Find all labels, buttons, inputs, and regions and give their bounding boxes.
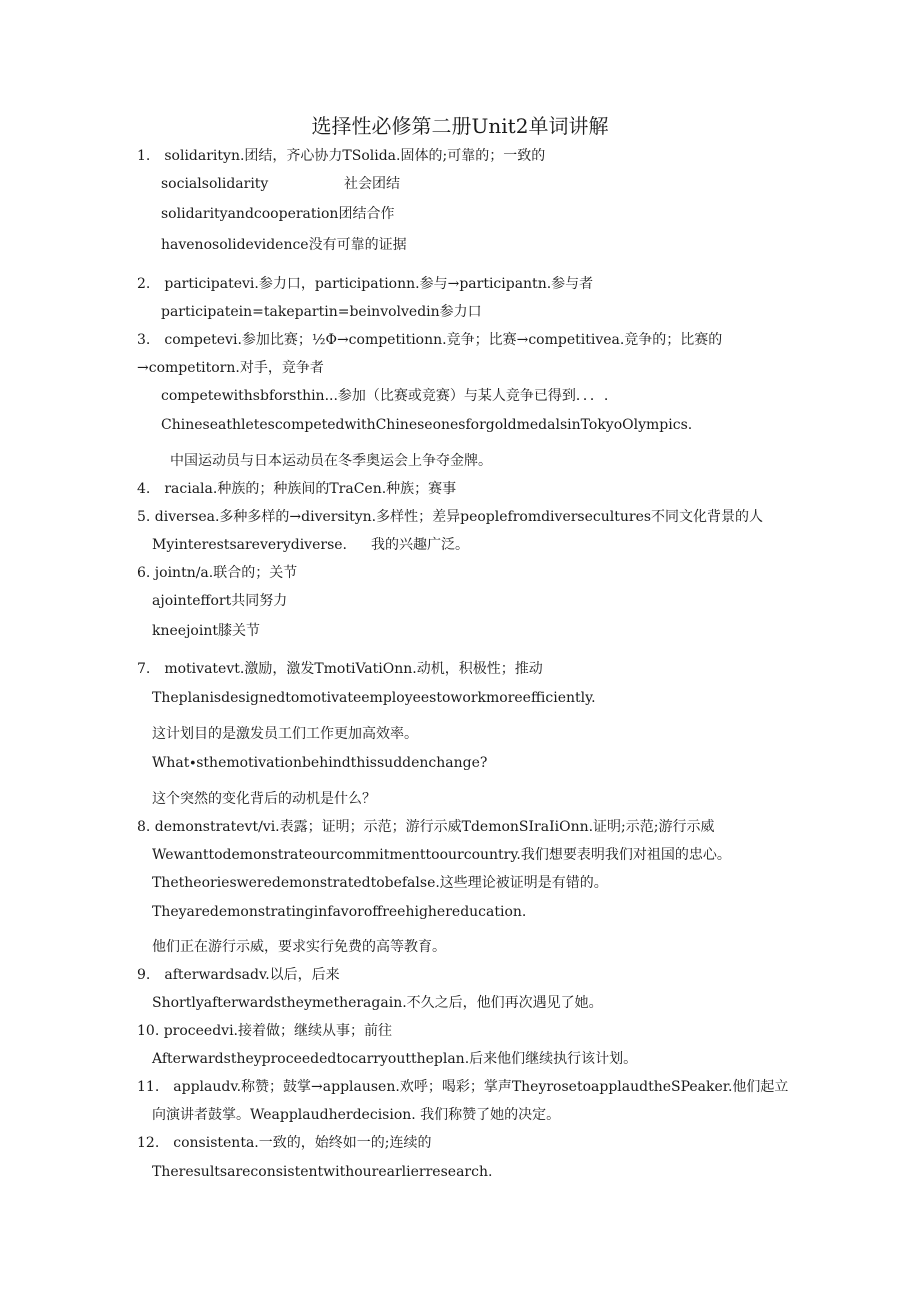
- example-line: Theplanisdesignedtomotivateemployeestoworkmoreefficiently.: [152, 690, 596, 706]
- example-line: Afterwardstheyproceededtocarryouttheplan.后来他们继续执行该计划。: [152, 1051, 638, 1067]
- example-line: socialsolidarity: [161, 176, 269, 192]
- entry-line: 9. afterwardsadv.以后，后来: [137, 967, 340, 983]
- example-translation: 我的兴趣广泛。: [371, 537, 469, 553]
- example-line: Wewanttodemonstrateourcommitmenttoourcountry.我们想要表明我们对祖国的忠心。: [152, 847, 731, 863]
- entry-line: 1. solidarityn.团结，齐心协力TSolida.固体的;可靠的；一致的: [137, 148, 546, 164]
- entry-line-continued: →competitorn.对手，竞争者: [137, 360, 324, 376]
- example-line: Myinterestsareverydiverse.: [152, 537, 347, 553]
- example-line: kneejoint膝关节: [152, 623, 260, 639]
- entry-line: 2. participatevi.参力口，participationn.参与→participantn.参与者: [137, 276, 594, 292]
- entry-line: 7. motivatevt.激励，激发TmotiVatiOnn.动机，积极性；推动: [137, 661, 543, 677]
- example-translation: 中国运动员与日本运动员在冬季奥运会上争夺金牌。: [170, 453, 492, 469]
- example-line: Theyaredemonstratinginfavoroffreehighereducation.: [152, 904, 527, 920]
- entry-line: 8. demonstratevt∕vi.表露；证明；示范；游行示威TdemonSIraIiOnn.证明;示范;游行示威: [137, 819, 715, 835]
- example-line: Theresultsareconsistentwithourearlierresearch.: [152, 1164, 493, 1180]
- example-translation: 这个突然的变化背后的动机是什么？: [152, 791, 376, 807]
- entry-line: 6. jointn∕a.联合的；关节: [137, 565, 298, 581]
- example-line: havenosolidevidence没有可靠的证据: [161, 237, 407, 253]
- example-translation: 社会团结: [344, 176, 400, 192]
- example-line: participatein=takepartin=beinvolvedin参力口: [161, 304, 482, 320]
- example-translation: 他们正在游行示威，要求实行免费的高等教育。: [152, 939, 446, 955]
- example-line: solidarityandcooperation团结合作: [161, 206, 395, 222]
- entry-line-continued: 向演讲者鼓掌。Weapplaudherdecision. 我们称赞了她的决定。: [152, 1107, 561, 1123]
- page-title: 选择性必修第二册Unit2单词讲解: [311, 114, 609, 138]
- example-line: ajointeffort共同努力: [152, 593, 288, 609]
- entry-line: 3. competevi.参加比赛；½Φ→competitionn.竞争；比赛→competitivea.竞争的；比赛的: [137, 332, 723, 348]
- entry-line: 12. consistenta.一致的，始终如一的;连续的: [137, 1135, 432, 1151]
- entry-line: 5. diversea.多种多样的→diversityn.多样性；差异peoplefromdiversecultures不同文化背景的人: [137, 509, 764, 525]
- example-translation: 这计划目的是激发员工们工作更加高效率。: [152, 726, 418, 742]
- entry-line: 10. proceedvi.接着做；继续从事；前往: [137, 1023, 393, 1039]
- entry-line: 4. raciala.种族的；种族间的TraCen.种族；赛事: [137, 481, 457, 497]
- example-line: What∙sthemotivationbehindthissuddenchange?: [152, 755, 488, 771]
- example-line: Thetheoriesweredemonstratedtobefalse.这些理论被证明是有错的。: [152, 875, 608, 891]
- entry-line: 11. applaudv.称赞；鼓掌→applausen.欢呼；喝彩；掌声TheyrosetoapplaudtheSPeaker.他们起立: [137, 1079, 789, 1095]
- example-line: Shortlyafterwardstheymetheragain.不久之后，他们再次遇见了她。: [152, 995, 603, 1011]
- example-line: ChineseathletescompetedwithChineseonesforgoldmedalsinTokyoOlympics.: [161, 417, 693, 433]
- example-line: competewithsbforsthin...参加（比赛或竞赛）与某人竞争已得到．．．.: [161, 388, 609, 404]
